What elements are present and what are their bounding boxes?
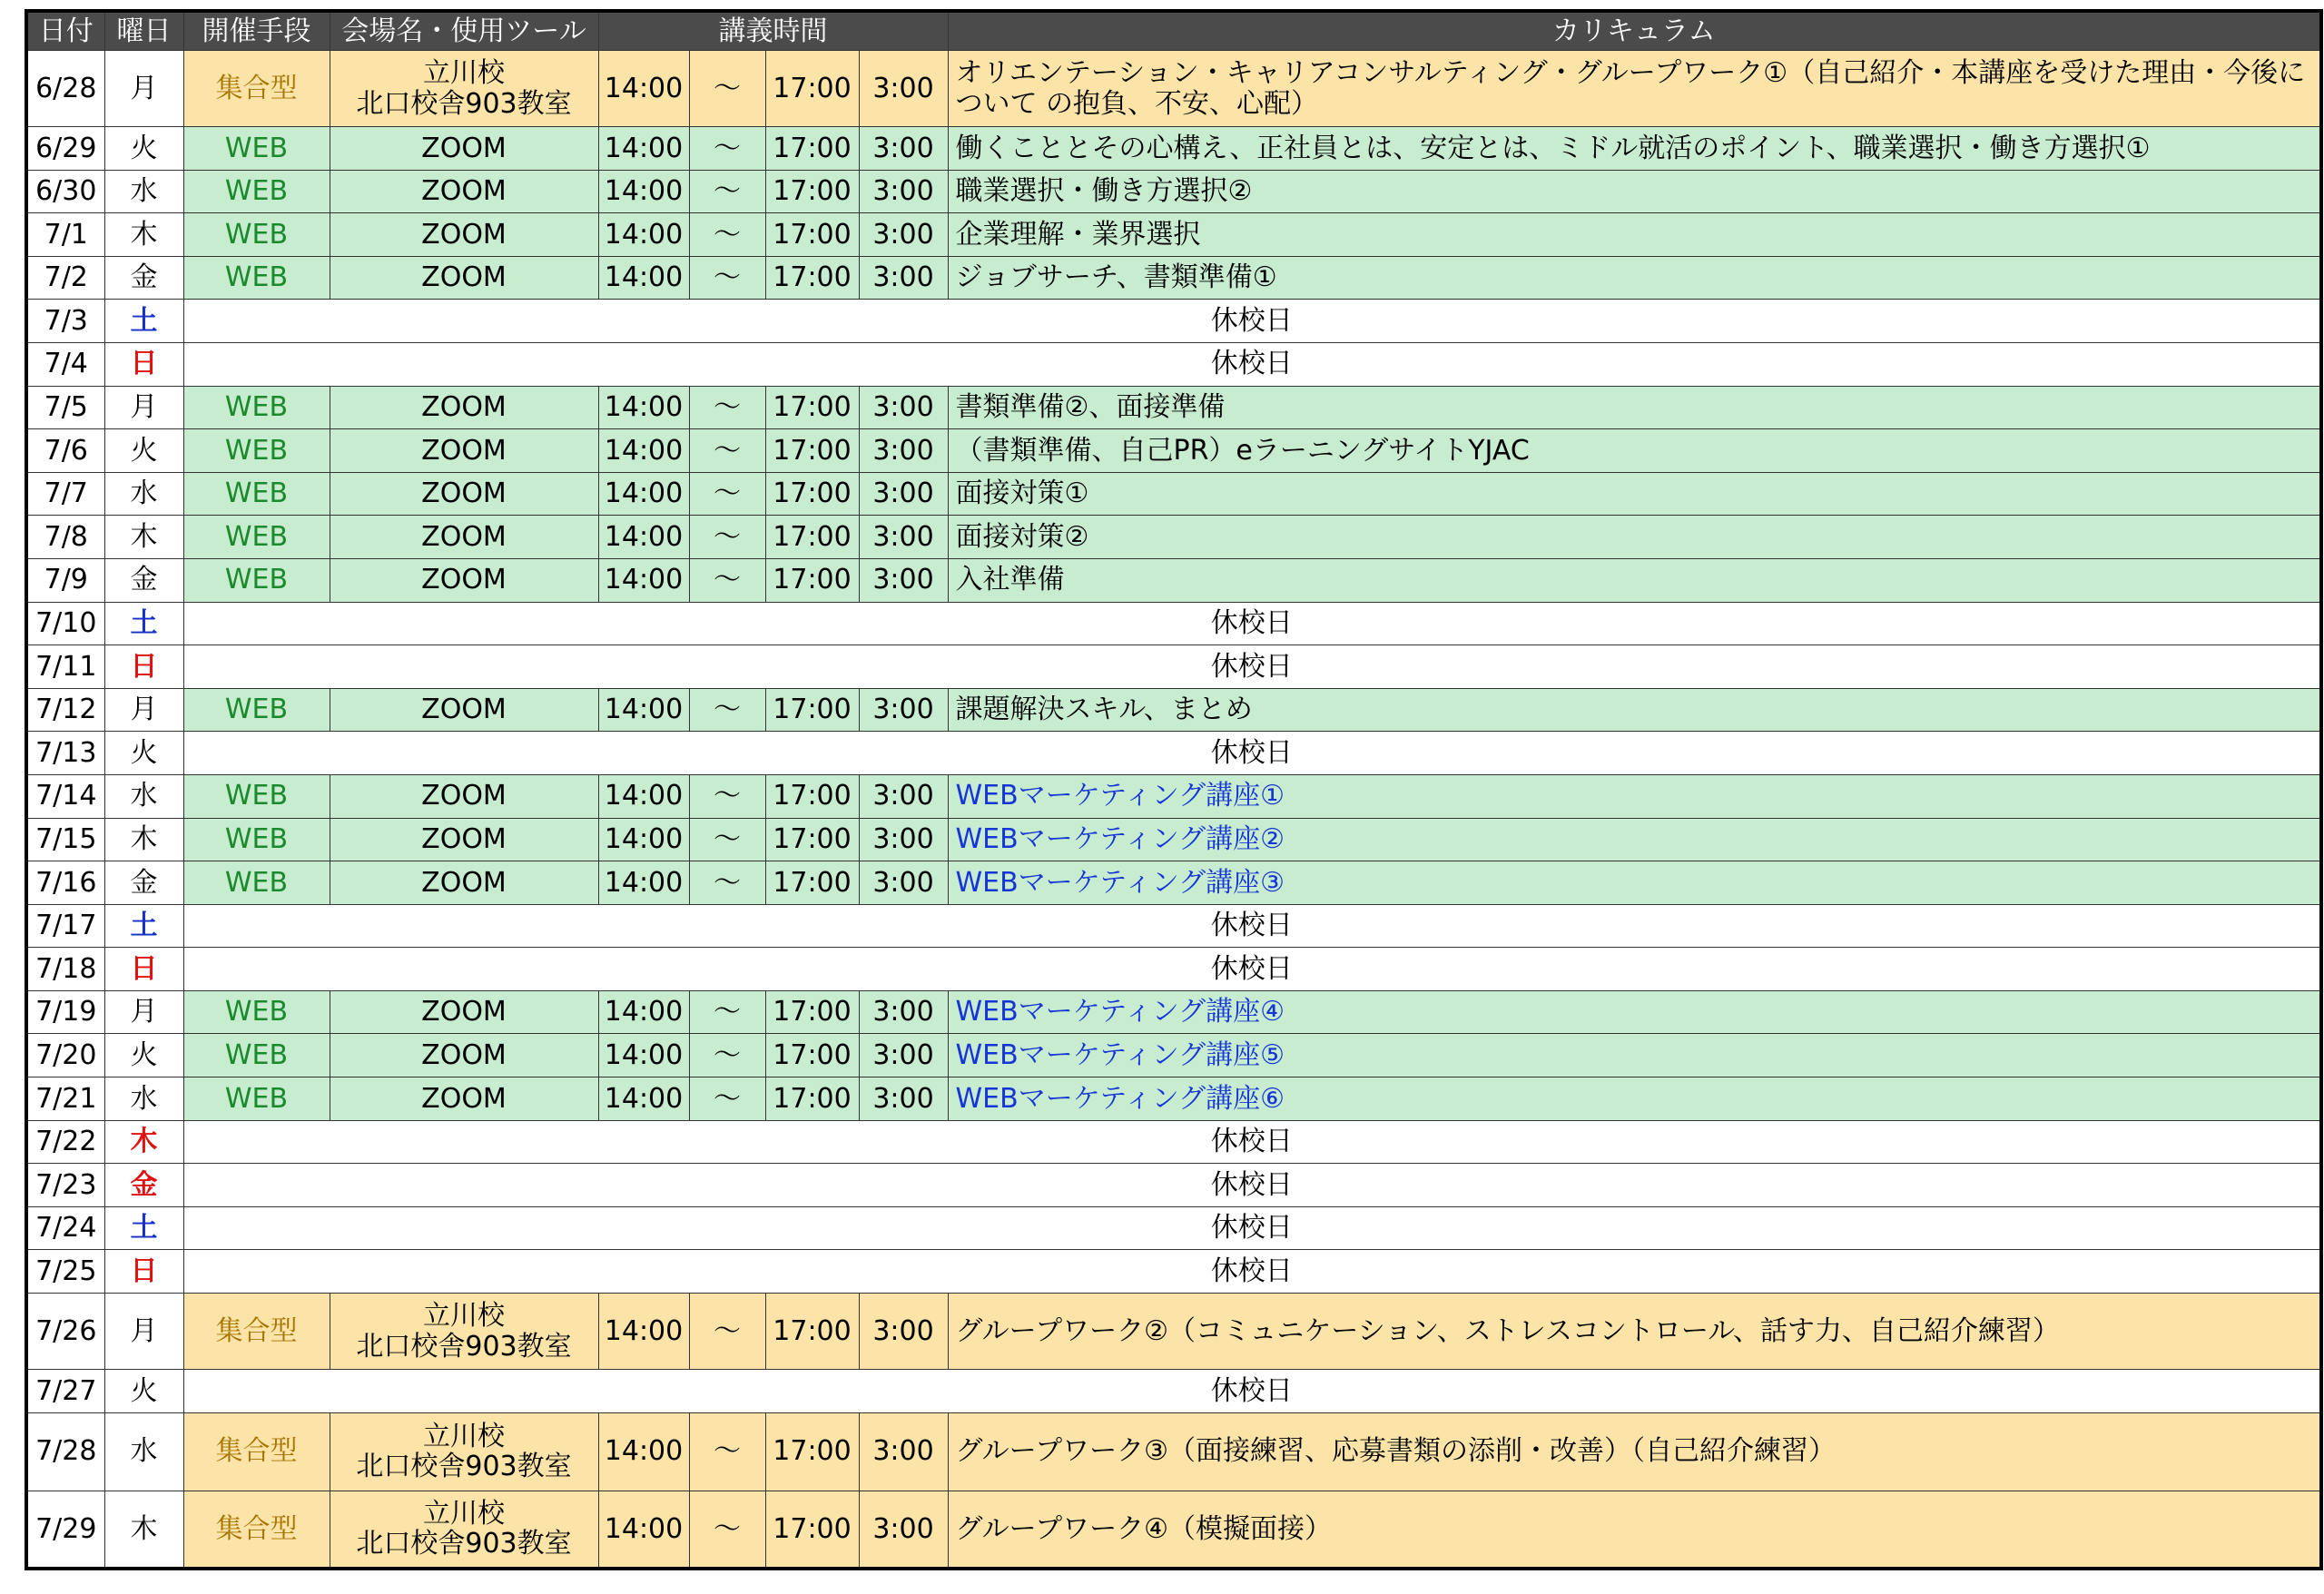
- end-time-cell: 17:00: [765, 1034, 859, 1077]
- venue-line-1: ZOOM: [421, 866, 507, 899]
- weekday-cell: 火: [104, 429, 183, 473]
- weekday-cell: 水: [104, 170, 183, 213]
- end-time-cell: 17:00: [765, 386, 859, 429]
- time-separator-cell: ～: [689, 51, 765, 127]
- venue-line-1: ZOOM: [421, 823, 507, 855]
- mode-cell: 集合型: [183, 1294, 330, 1370]
- weekday-cell: 水: [104, 774, 183, 818]
- mode-cell: WEB: [183, 256, 330, 300]
- weekday-cell: 土: [104, 300, 183, 343]
- venue-line-1: ZOOM: [421, 434, 507, 467]
- date-cell: 6/29: [26, 127, 104, 171]
- date-cell: 6/30: [26, 170, 104, 213]
- duration-cell: 3:00: [859, 213, 948, 257]
- date-cell: 7/21: [26, 1077, 104, 1121]
- holiday-cell: 休校日: [183, 342, 2321, 386]
- holiday-cell: 休校日: [183, 645, 2321, 689]
- time-separator-cell: ～: [689, 1412, 765, 1491]
- weekday-cell: 火: [104, 732, 183, 775]
- start-time-cell: 14:00: [598, 429, 689, 473]
- venue-cell: [330, 429, 598, 473]
- start-time-cell: 14:00: [598, 170, 689, 213]
- mode-cell: WEB: [183, 688, 330, 732]
- table-row: [26, 1034, 2321, 1077]
- table-row-holiday: [26, 300, 2321, 343]
- weekday-cell: 月: [104, 51, 183, 127]
- curriculum-cell: （書類準備、自己PR）eラーニングサイトYJAC: [948, 429, 2321, 473]
- end-time-cell: 17:00: [765, 429, 859, 473]
- weekday-cell: 木: [104, 1491, 183, 1569]
- start-time-cell: 14:00: [598, 516, 689, 559]
- duration-cell: 3:00: [859, 688, 948, 732]
- start-time-cell: 14:00: [598, 1491, 689, 1569]
- venue-cell: [330, 990, 598, 1034]
- curriculum-cell: WEBマーケティング講座①: [948, 774, 2321, 818]
- end-time-cell: 17:00: [765, 170, 859, 213]
- venue-line-1: ZOOM: [421, 477, 507, 510]
- table-row: [26, 1412, 2321, 1491]
- venue-line-1: ZOOM: [421, 132, 507, 164]
- table-row: [26, 213, 2321, 257]
- start-time-cell: 14:00: [598, 256, 689, 300]
- venue-cell: [330, 774, 598, 818]
- weekday-cell: 水: [104, 472, 183, 516]
- duration-cell: 3:00: [859, 386, 948, 429]
- end-time-cell: 17:00: [765, 213, 859, 257]
- mode-cell: WEB: [183, 990, 330, 1034]
- holiday-cell: 休校日: [183, 300, 2321, 343]
- date-cell: 7/26: [26, 1294, 104, 1370]
- mode-cell: 集合型: [183, 1491, 330, 1569]
- table-row: [26, 818, 2321, 861]
- header-row: [26, 11, 2321, 51]
- mode-cell: WEB: [183, 170, 330, 213]
- mode-cell: 集合型: [183, 51, 330, 127]
- end-time-cell: 17:00: [765, 51, 859, 127]
- weekday-cell: 日: [104, 645, 183, 689]
- weekday-cell: 日: [104, 948, 183, 991]
- date-cell: 7/23: [26, 1164, 104, 1207]
- weekday-cell: 金: [104, 558, 183, 602]
- venue-cell: [330, 1077, 598, 1121]
- table-row-holiday: [26, 1370, 2321, 1413]
- weekday-cell: 月: [104, 386, 183, 429]
- start-time-cell: 14:00: [598, 1077, 689, 1121]
- end-time-cell: 17:00: [765, 861, 859, 905]
- weekday-cell: 木: [104, 1120, 183, 1164]
- start-time-cell: 14:00: [598, 861, 689, 905]
- start-time-cell: 14:00: [598, 472, 689, 516]
- date-cell: 7/3: [26, 300, 104, 343]
- start-time-cell: 14:00: [598, 774, 689, 818]
- duration-cell: 3:00: [859, 861, 948, 905]
- start-time-cell: 14:00: [598, 818, 689, 861]
- mode-cell: WEB: [183, 472, 330, 516]
- header-weekday: 曜日: [104, 11, 183, 51]
- mode-cell: WEB: [183, 386, 330, 429]
- mode-cell: WEB: [183, 213, 330, 257]
- venue-cell: [330, 51, 598, 127]
- table-row: [26, 516, 2321, 559]
- table-row: [26, 1294, 2321, 1370]
- time-separator-cell: ～: [689, 861, 765, 905]
- venue-cell: [330, 818, 598, 861]
- curriculum-cell: 書類準備②、面接準備: [948, 386, 2321, 429]
- duration-cell: 3:00: [859, 1034, 948, 1077]
- end-time-cell: 17:00: [765, 1077, 859, 1121]
- venue-cell: [330, 213, 598, 257]
- time-separator-cell: ～: [689, 688, 765, 732]
- start-time-cell: 14:00: [598, 1294, 689, 1370]
- weekday-cell: 木: [104, 516, 183, 559]
- time-separator-cell: ～: [689, 213, 765, 257]
- start-time-cell: 14:00: [598, 558, 689, 602]
- end-time-cell: 17:00: [765, 558, 859, 602]
- date-cell: 7/15: [26, 818, 104, 861]
- curriculum-cell: グループワーク③（面接練習、応募書類の添削・改善）（自己紹介練習）: [948, 1412, 2321, 1491]
- duration-cell: 3:00: [859, 127, 948, 171]
- curriculum-cell: WEBマーケティング講座②: [948, 818, 2321, 861]
- venue-line-1: ZOOM: [421, 996, 507, 1028]
- time-separator-cell: ～: [689, 774, 765, 818]
- start-time-cell: 14:00: [598, 51, 689, 127]
- holiday-cell: 休校日: [183, 1120, 2321, 1164]
- holiday-cell: 休校日: [183, 1206, 2321, 1250]
- weekday-cell: 木: [104, 818, 183, 861]
- header-time: 講義時間: [598, 11, 948, 51]
- venue-line-1: 立川校: [423, 1497, 505, 1530]
- date-cell: 7/4: [26, 342, 104, 386]
- duration-cell: 3:00: [859, 1077, 948, 1121]
- weekday-cell: 日: [104, 342, 183, 386]
- venue-cell: [330, 861, 598, 905]
- end-time-cell: 17:00: [765, 688, 859, 732]
- venue-cell: [330, 386, 598, 429]
- weekday-cell: 土: [104, 602, 183, 645]
- date-cell: 7/18: [26, 948, 104, 991]
- weekday-cell: 金: [104, 256, 183, 300]
- curriculum-cell: WEBマーケティング講座⑥: [948, 1077, 2321, 1121]
- time-separator-cell: ～: [689, 127, 765, 171]
- holiday-cell: 休校日: [183, 732, 2321, 775]
- end-time-cell: 17:00: [765, 1294, 859, 1370]
- weekday-cell: 金: [104, 1164, 183, 1207]
- venue-line-2: 北口校舎903教室: [356, 1451, 572, 1483]
- venue-line-1: ZOOM: [421, 261, 507, 294]
- end-time-cell: 17:00: [765, 127, 859, 171]
- duration-cell: 3:00: [859, 818, 948, 861]
- end-time-cell: 17:00: [765, 1491, 859, 1569]
- weekday-cell: 土: [104, 1206, 183, 1250]
- date-cell: 7/7: [26, 472, 104, 516]
- date-cell: 7/6: [26, 429, 104, 473]
- mode-cell: WEB: [183, 774, 330, 818]
- table-row: [26, 170, 2321, 213]
- table-row: [26, 558, 2321, 602]
- mode-cell: WEB: [183, 558, 330, 602]
- table-row-holiday: [26, 1120, 2321, 1164]
- venue-line-1: ZOOM: [421, 694, 507, 726]
- date-cell: 7/27: [26, 1370, 104, 1413]
- curriculum-cell: 面接対策①: [948, 472, 2321, 516]
- end-time-cell: 17:00: [765, 472, 859, 516]
- holiday-cell: 休校日: [183, 602, 2321, 645]
- duration-cell: 3:00: [859, 774, 948, 818]
- venue-line-1: ZOOM: [421, 391, 507, 424]
- duration-cell: 3:00: [859, 51, 948, 127]
- time-separator-cell: ～: [689, 429, 765, 473]
- curriculum-cell: 職業選択・働き方選択②: [948, 170, 2321, 213]
- time-separator-cell: ～: [689, 818, 765, 861]
- time-separator-cell: ～: [689, 1077, 765, 1121]
- table-row-holiday: [26, 1164, 2321, 1207]
- venue-line-2: 北口校舎903教室: [356, 87, 572, 120]
- table-row-holiday: [26, 948, 2321, 991]
- venue-line-2: 北口校舎903教室: [356, 1330, 572, 1363]
- duration-cell: 3:00: [859, 1294, 948, 1370]
- date-cell: 7/24: [26, 1206, 104, 1250]
- start-time-cell: 14:00: [598, 1034, 689, 1077]
- weekday-cell: 火: [104, 127, 183, 171]
- venue-cell: [330, 688, 598, 732]
- table-row: [26, 472, 2321, 516]
- venue-line-1: ZOOM: [421, 780, 507, 812]
- header-venue: 会場名・使用ツール: [330, 11, 598, 51]
- table-row: [26, 990, 2321, 1034]
- table-row-holiday: [26, 904, 2321, 948]
- date-cell: 7/12: [26, 688, 104, 732]
- table-row: [26, 1077, 2321, 1121]
- time-separator-cell: ～: [689, 170, 765, 213]
- venue-line-1: ZOOM: [421, 1038, 507, 1071]
- venue-cell: [330, 1294, 598, 1370]
- weekday-cell: 月: [104, 688, 183, 732]
- table-row: [26, 861, 2321, 905]
- venue-line-1: 立川校: [423, 56, 505, 89]
- holiday-cell: 休校日: [183, 1250, 2321, 1294]
- table-row-holiday: [26, 602, 2321, 645]
- curriculum-cell: WEBマーケティング講座⑤: [948, 1034, 2321, 1077]
- curriculum-cell: WEBマーケティング講座④: [948, 990, 2321, 1034]
- date-cell: 7/9: [26, 558, 104, 602]
- curriculum-cell: 面接対策②: [948, 516, 2321, 559]
- end-time-cell: 17:00: [765, 256, 859, 300]
- venue-line-1: ZOOM: [421, 520, 507, 553]
- weekday-cell: 火: [104, 1370, 183, 1413]
- table-row-holiday: [26, 1206, 2321, 1250]
- end-time-cell: 17:00: [765, 774, 859, 818]
- table-row-holiday: [26, 342, 2321, 386]
- date-cell: 7/10: [26, 602, 104, 645]
- holiday-cell: 休校日: [183, 904, 2321, 948]
- header-curriculum: カリキュラム: [948, 11, 2321, 51]
- mode-cell: 集合型: [183, 1412, 330, 1491]
- venue-cell: [330, 558, 598, 602]
- table-row-holiday: [26, 645, 2321, 689]
- date-cell: 7/8: [26, 516, 104, 559]
- table-row: [26, 256, 2321, 300]
- table-row: [26, 127, 2321, 171]
- header-date: 日付: [26, 11, 104, 51]
- weekday-cell: 月: [104, 990, 183, 1034]
- end-time-cell: 17:00: [765, 990, 859, 1034]
- weekday-cell: 水: [104, 1077, 183, 1121]
- date-cell: 7/25: [26, 1250, 104, 1294]
- date-cell: 7/11: [26, 645, 104, 689]
- venue-cell: [330, 1412, 598, 1491]
- venue-line-1: ZOOM: [421, 564, 507, 596]
- start-time-cell: 14:00: [598, 1412, 689, 1491]
- table-row-holiday: [26, 1250, 2321, 1294]
- date-cell: 7/28: [26, 1412, 104, 1491]
- venue-cell: [330, 472, 598, 516]
- weekday-cell: 火: [104, 1034, 183, 1077]
- date-cell: 7/20: [26, 1034, 104, 1077]
- venue-line-1: ZOOM: [421, 1082, 507, 1115]
- venue-line-2: 北口校舎903教室: [356, 1528, 572, 1560]
- date-cell: 7/14: [26, 774, 104, 818]
- table-row: [26, 429, 2321, 473]
- duration-cell: 3:00: [859, 558, 948, 602]
- end-time-cell: 17:00: [765, 516, 859, 559]
- schedule-table: [25, 9, 2323, 1570]
- curriculum-cell: オリエンテーション・キャリアコンサルティング・グループワーク①（自己紹介・本講座を受けた理由・今後について の抱負、不安、心配）: [948, 51, 2321, 127]
- weekday-cell: 水: [104, 1412, 183, 1491]
- weekday-cell: 金: [104, 861, 183, 905]
- holiday-cell: 休校日: [183, 1164, 2321, 1207]
- start-time-cell: 14:00: [598, 127, 689, 171]
- curriculum-cell: グループワーク②（コミュニケーション、ストレスコントロール、話す力、自己紹介練習）: [948, 1294, 2321, 1370]
- time-separator-cell: ～: [689, 558, 765, 602]
- duration-cell: 3:00: [859, 429, 948, 473]
- time-separator-cell: ～: [689, 1034, 765, 1077]
- duration-cell: 3:00: [859, 170, 948, 213]
- date-cell: 7/22: [26, 1120, 104, 1164]
- time-separator-cell: ～: [689, 256, 765, 300]
- table-row-holiday: [26, 732, 2321, 775]
- date-cell: 7/29: [26, 1491, 104, 1569]
- table-row: [26, 774, 2321, 818]
- venue-line-1: ZOOM: [421, 175, 507, 208]
- start-time-cell: 14:00: [598, 386, 689, 429]
- mode-cell: WEB: [183, 516, 330, 559]
- venue-cell: [330, 1491, 598, 1569]
- date-cell: 7/2: [26, 256, 104, 300]
- venue-line-1: ZOOM: [421, 218, 507, 251]
- date-cell: 7/13: [26, 732, 104, 775]
- mode-cell: WEB: [183, 861, 330, 905]
- duration-cell: 3:00: [859, 516, 948, 559]
- weekday-cell: 月: [104, 1294, 183, 1370]
- duration-cell: 3:00: [859, 990, 948, 1034]
- start-time-cell: 14:00: [598, 990, 689, 1034]
- mode-cell: WEB: [183, 127, 330, 171]
- date-cell: 7/1: [26, 213, 104, 257]
- date-cell: 7/17: [26, 904, 104, 948]
- venue-line-1: 立川校: [423, 1420, 505, 1452]
- mode-cell: WEB: [183, 429, 330, 473]
- time-separator-cell: ～: [689, 516, 765, 559]
- date-cell: 7/16: [26, 861, 104, 905]
- start-time-cell: 14:00: [598, 213, 689, 257]
- duration-cell: 3:00: [859, 1491, 948, 1569]
- end-time-cell: 17:00: [765, 818, 859, 861]
- weekday-cell: 日: [104, 1250, 183, 1294]
- mode-cell: WEB: [183, 1077, 330, 1121]
- time-separator-cell: ～: [689, 1491, 765, 1569]
- duration-cell: 3:00: [859, 256, 948, 300]
- table-row: [26, 51, 2321, 127]
- table-row: [26, 688, 2321, 732]
- venue-cell: [330, 516, 598, 559]
- holiday-cell: 休校日: [183, 948, 2321, 991]
- date-cell: 6/28: [26, 51, 104, 127]
- end-time-cell: 17:00: [765, 1412, 859, 1491]
- time-separator-cell: ～: [689, 386, 765, 429]
- curriculum-cell: グループワーク④（模擬面接）: [948, 1491, 2321, 1569]
- venue-line-1: 立川校: [423, 1299, 505, 1332]
- mode-cell: WEB: [183, 1034, 330, 1077]
- start-time-cell: 14:00: [598, 688, 689, 732]
- mode-cell: WEB: [183, 818, 330, 861]
- duration-cell: 3:00: [859, 1412, 948, 1491]
- table-row: [26, 386, 2321, 429]
- curriculum-cell: 課題解決スキル、まとめ: [948, 688, 2321, 732]
- venue-cell: [330, 256, 598, 300]
- curriculum-cell: 入社準備: [948, 558, 2321, 602]
- time-separator-cell: ～: [689, 990, 765, 1034]
- venue-cell: [330, 1034, 598, 1077]
- holiday-cell: 休校日: [183, 1370, 2321, 1413]
- venue-cell: [330, 170, 598, 213]
- weekday-cell: 木: [104, 213, 183, 257]
- table-row: [26, 1491, 2321, 1569]
- curriculum-cell: 働くこととその心構え、正社員とは、安定とは、ミドル就活のポイント、職業選択・働き方選択①: [948, 127, 2321, 171]
- date-cell: 7/5: [26, 386, 104, 429]
- curriculum-cell: 企業理解・業界選択: [948, 213, 2321, 257]
- header-mode: 開催手段: [183, 11, 330, 51]
- time-separator-cell: ～: [689, 472, 765, 516]
- time-separator-cell: ～: [689, 1294, 765, 1370]
- venue-cell: [330, 127, 598, 171]
- weekday-cell: 土: [104, 904, 183, 948]
- date-cell: 7/19: [26, 990, 104, 1034]
- curriculum-cell: WEBマーケティング講座③: [948, 861, 2321, 905]
- duration-cell: 3:00: [859, 472, 948, 516]
- curriculum-cell: ジョブサーチ、書類準備①: [948, 256, 2321, 300]
